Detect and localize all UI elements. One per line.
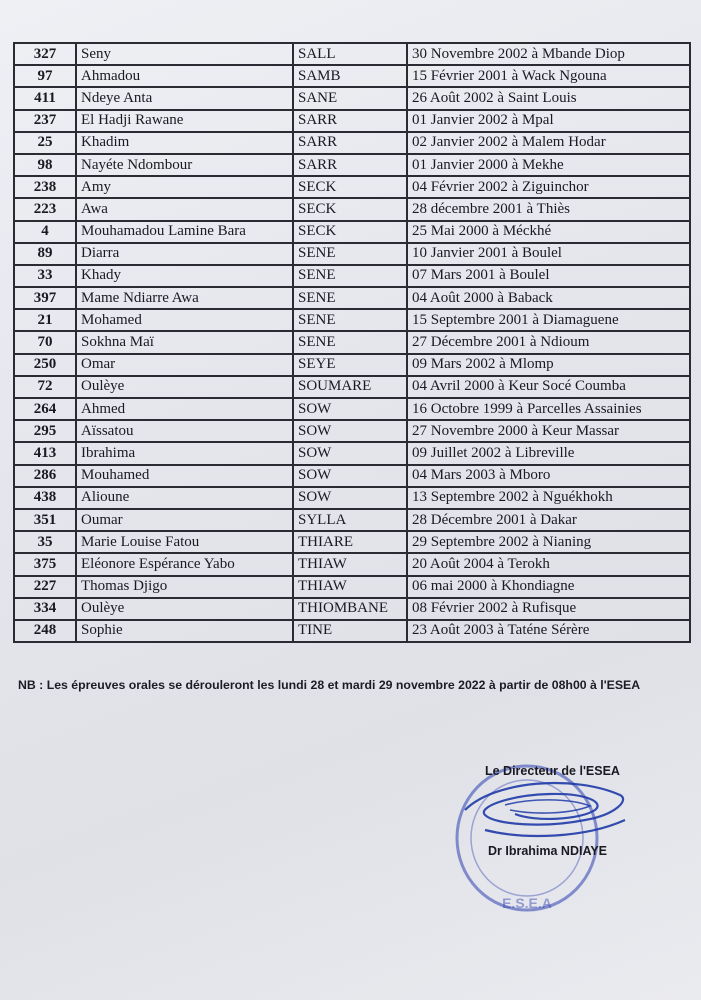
table-row	[14, 65, 690, 87]
candidate-number: 237	[14, 110, 76, 132]
table-row	[14, 132, 690, 154]
candidate-number: 286	[14, 465, 76, 487]
table-row	[14, 154, 690, 176]
candidate-number: 97	[14, 65, 76, 87]
table-row	[14, 198, 690, 220]
first-name: Sokhna Maï	[76, 331, 293, 353]
birth-date-place: 13 Septembre 2002 à Nguékhokh	[407, 487, 690, 509]
birth-date-place: 01 Janvier 2002 à Mpal	[407, 110, 690, 132]
stamp-text: E.S.E.A	[502, 895, 552, 911]
first-name: Mame Ndiarre Awa	[76, 287, 293, 309]
table-row	[14, 576, 690, 598]
table-row	[14, 509, 690, 531]
last-name: SOW	[293, 465, 407, 487]
birth-date-place: 04 Avril 2000 à Keur Socé Coumba	[407, 376, 690, 398]
last-name: SOW	[293, 442, 407, 464]
first-name: Mouhamed	[76, 465, 293, 487]
first-name: Oulèye	[76, 598, 293, 620]
first-name: Ahmed	[76, 398, 293, 420]
first-name: Sophie	[76, 620, 293, 642]
table-row	[14, 420, 690, 442]
first-name: Eléonore Espérance Yabo	[76, 553, 293, 575]
table-row	[14, 43, 690, 65]
birth-date-place: 04 Février 2002 à Ziguinchor	[407, 176, 690, 198]
birth-date-place: 28 Décembre 2001 à Dakar	[407, 509, 690, 531]
birth-date-place: 28 décembre 2001 à Thiès	[407, 198, 690, 220]
last-name: SECK	[293, 176, 407, 198]
exam-note: NB : Les épreuves orales se dérouleront les lundi 28 et mardi 29 novembre 2022 à partir de 08h00 à l'ESEA	[18, 678, 641, 692]
first-name: El Hadji Rawane	[76, 110, 293, 132]
candidate-number: 33	[14, 265, 76, 287]
first-name: Oulèye	[76, 376, 293, 398]
table-row	[14, 331, 690, 353]
candidate-number: 25	[14, 132, 76, 154]
candidate-number: 334	[14, 598, 76, 620]
last-name: TINE	[293, 620, 407, 642]
birth-date-place: 09 Juillet 2002 à Libreville	[407, 442, 690, 464]
table-row	[14, 354, 690, 376]
candidate-table-body	[14, 43, 690, 642]
birth-date-place: 27 Novembre 2000 à Keur Massar	[407, 420, 690, 442]
birth-date-place: 30 Novembre 2002 à Mbande Diop	[407, 43, 690, 65]
table-row	[14, 442, 690, 464]
first-name: Seny	[76, 43, 293, 65]
table-row	[14, 287, 690, 309]
last-name: SENE	[293, 287, 407, 309]
first-name: Khady	[76, 265, 293, 287]
birth-date-place: 25 Mai 2000 à Méckhé	[407, 221, 690, 243]
table-row	[14, 176, 690, 198]
handwritten-signature	[455, 770, 635, 850]
candidate-number: 70	[14, 331, 76, 353]
candidate-number: 21	[14, 309, 76, 331]
birth-date-place: 23 Août 2003 à Taténe Sérère	[407, 620, 690, 642]
candidate-number: 72	[14, 376, 76, 398]
first-name: Ibrahima	[76, 442, 293, 464]
last-name: THIARE	[293, 531, 407, 553]
table-row	[14, 221, 690, 243]
last-name: SOW	[293, 487, 407, 509]
candidate-number: 98	[14, 154, 76, 176]
last-name: SARR	[293, 132, 407, 154]
last-name: SANE	[293, 87, 407, 109]
birth-date-place: 16 Octobre 1999 à Parcelles Assainies	[407, 398, 690, 420]
first-name: Thomas Djigo	[76, 576, 293, 598]
last-name: THIAW	[293, 576, 407, 598]
candidate-number: 351	[14, 509, 76, 531]
last-name: SYLLA	[293, 509, 407, 531]
last-name: SARR	[293, 154, 407, 176]
candidate-number: 89	[14, 243, 76, 265]
table-row	[14, 553, 690, 575]
candidate-number: 35	[14, 531, 76, 553]
table-row	[14, 110, 690, 132]
table-row	[14, 620, 690, 642]
first-name: Nayéte Ndombour	[76, 154, 293, 176]
birth-date-place: 09 Mars 2002 à Mlomp	[407, 354, 690, 376]
candidate-number: 223	[14, 198, 76, 220]
last-name: SENE	[293, 265, 407, 287]
first-name: Ahmadou	[76, 65, 293, 87]
director-name: Dr Ibrahima NDIAYE	[488, 844, 608, 858]
candidate-number: 227	[14, 576, 76, 598]
table-row	[14, 465, 690, 487]
candidate-number: 264	[14, 398, 76, 420]
candidate-number: 397	[14, 287, 76, 309]
candidate-number: 250	[14, 354, 76, 376]
first-name: Awa	[76, 198, 293, 220]
last-name: SECK	[293, 221, 407, 243]
last-name: SECK	[293, 198, 407, 220]
candidate-number: 438	[14, 487, 76, 509]
last-name: SALL	[293, 43, 407, 65]
director-title: Le Directeur de l'ESEA	[485, 764, 620, 778]
first-name: Oumar	[76, 509, 293, 531]
candidate-table	[13, 42, 691, 643]
last-name: SOW	[293, 398, 407, 420]
birth-date-place: 26 Août 2002 à Saint Louis	[407, 87, 690, 109]
candidate-number: 238	[14, 176, 76, 198]
first-name: Marie Louise Fatou	[76, 531, 293, 553]
last-name: SENE	[293, 331, 407, 353]
first-name: Mouhamadou Lamine Bara	[76, 221, 293, 243]
birth-date-place: 10 Janvier 2001 à Boulel	[407, 243, 690, 265]
last-name: SOW	[293, 420, 407, 442]
last-name: SEYE	[293, 354, 407, 376]
last-name: THIAW	[293, 553, 407, 575]
birth-date-place: 04 Août 2000 à Baback	[407, 287, 690, 309]
table-row	[14, 398, 690, 420]
last-name: SENE	[293, 309, 407, 331]
birth-date-place: 27 Décembre 2001 à Ndioum	[407, 331, 690, 353]
first-name: Alioune	[76, 487, 293, 509]
birth-date-place: 08 Février 2002 à Rufisque	[407, 598, 690, 620]
first-name: Mohamed	[76, 309, 293, 331]
birth-date-place: 29 Septembre 2002 à Nianing	[407, 531, 690, 553]
candidate-number: 248	[14, 620, 76, 642]
birth-date-place: 15 Septembre 2001 à Diamaguene	[407, 309, 690, 331]
birth-date-place: 02 Janvier 2002 à Malem Hodar	[407, 132, 690, 154]
birth-date-place: 15 Février 2001 à Wack Ngouna	[407, 65, 690, 87]
birth-date-place: 04 Mars 2003 à Mboro	[407, 465, 690, 487]
last-name: SARR	[293, 110, 407, 132]
first-name: Khadim	[76, 132, 293, 154]
last-name: SOUMARE	[293, 376, 407, 398]
candidate-number: 327	[14, 43, 76, 65]
first-name: Diarra	[76, 243, 293, 265]
table-row	[14, 598, 690, 620]
candidate-number: 4	[14, 221, 76, 243]
birth-date-place: 07 Mars 2001 à Boulel	[407, 265, 690, 287]
table-row	[14, 309, 690, 331]
last-name: SENE	[293, 243, 407, 265]
candidate-number: 375	[14, 553, 76, 575]
last-name: THIOMBANE	[293, 598, 407, 620]
candidate-number: 295	[14, 420, 76, 442]
table-row	[14, 531, 690, 553]
candidate-number: 413	[14, 442, 76, 464]
first-name: Aïssatou	[76, 420, 293, 442]
candidate-number: 411	[14, 87, 76, 109]
table-row	[14, 265, 690, 287]
table-row	[14, 87, 690, 109]
birth-date-place: 06 mai 2000 à Khondiagne	[407, 576, 690, 598]
table-row	[14, 376, 690, 398]
first-name: Omar	[76, 354, 293, 376]
table-row	[14, 243, 690, 265]
first-name: Ndeye Anta	[76, 87, 293, 109]
birth-date-place: 01 Janvier 2000 à Mekhe	[407, 154, 690, 176]
table-row	[14, 487, 690, 509]
last-name: SAMB	[293, 65, 407, 87]
first-name: Amy	[76, 176, 293, 198]
birth-date-place: 20 Août 2004 à Terokh	[407, 553, 690, 575]
